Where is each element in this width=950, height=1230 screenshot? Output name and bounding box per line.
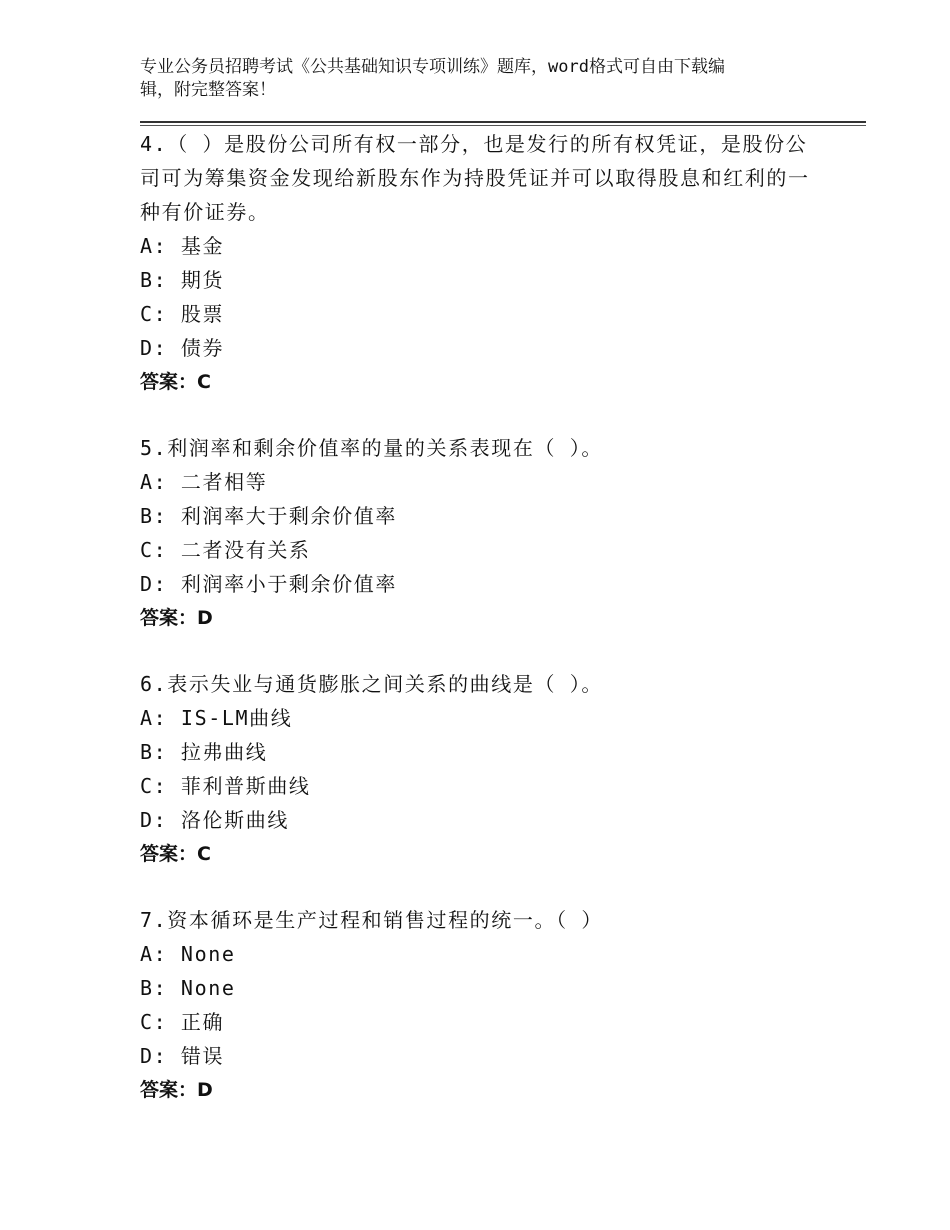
document-header xyxy=(140,56,800,102)
option-c: C: 股票 xyxy=(140,302,225,326)
question-7 xyxy=(140,903,820,1107)
question-stem: 6.表示失业与通货膨胀之间关系的曲线是（ ）。 xyxy=(140,672,603,696)
answer-label: 答案：C xyxy=(140,371,211,393)
option-a: A: None xyxy=(140,942,236,966)
option-c: C: 正确 xyxy=(140,1010,225,1034)
answer-label: 答案：C xyxy=(140,843,211,865)
question-list xyxy=(140,127,820,1139)
answer-label: 答案：D xyxy=(140,1079,213,1101)
option-b: B: 利润率大于剩余价值率 xyxy=(140,504,397,528)
option-d: D: 债券 xyxy=(140,336,225,360)
header-line-2: 辑，附完整答案！ xyxy=(140,80,276,100)
question-5 xyxy=(140,431,820,635)
option-c: C: 二者没有关系 xyxy=(140,538,311,562)
option-d: D: 利润率小于剩余价值率 xyxy=(140,572,397,596)
question-stem: 4.（ ）是股份公司所有权一部分，也是发行的所有权凭证，是股份公司可为筹集资金发现给新股东作为持股凭证并可以取得股息和红利的一种有价证券。 xyxy=(140,132,810,224)
question-stem: 5.利润率和剩余价值率的量的关系表现在（ ）。 xyxy=(140,436,603,460)
option-a: A: IS-LM曲线 xyxy=(140,706,293,730)
question-6 xyxy=(140,667,820,871)
option-b: B: None xyxy=(140,976,236,1000)
header-divider-thin xyxy=(140,125,866,126)
header-divider xyxy=(140,121,866,123)
option-b: B: 期货 xyxy=(140,268,225,292)
question-4 xyxy=(140,127,820,399)
header-line-1: 专业公务员招聘考试《公共基础知识专项训练》题库，word格式可自由下载编 xyxy=(140,57,725,77)
option-d: D: 洛伦斯曲线 xyxy=(140,808,289,832)
option-c: C: 菲利普斯曲线 xyxy=(140,774,311,798)
option-d: D: 错误 xyxy=(140,1044,225,1068)
option-a: A: 基金 xyxy=(140,234,225,258)
answer-label: 答案：D xyxy=(140,607,213,629)
question-stem: 7.资本循环是生产过程和销售过程的统一。（ ） xyxy=(140,908,603,932)
option-b: B: 拉弗曲线 xyxy=(140,740,268,764)
option-a: A: 二者相等 xyxy=(140,470,268,494)
